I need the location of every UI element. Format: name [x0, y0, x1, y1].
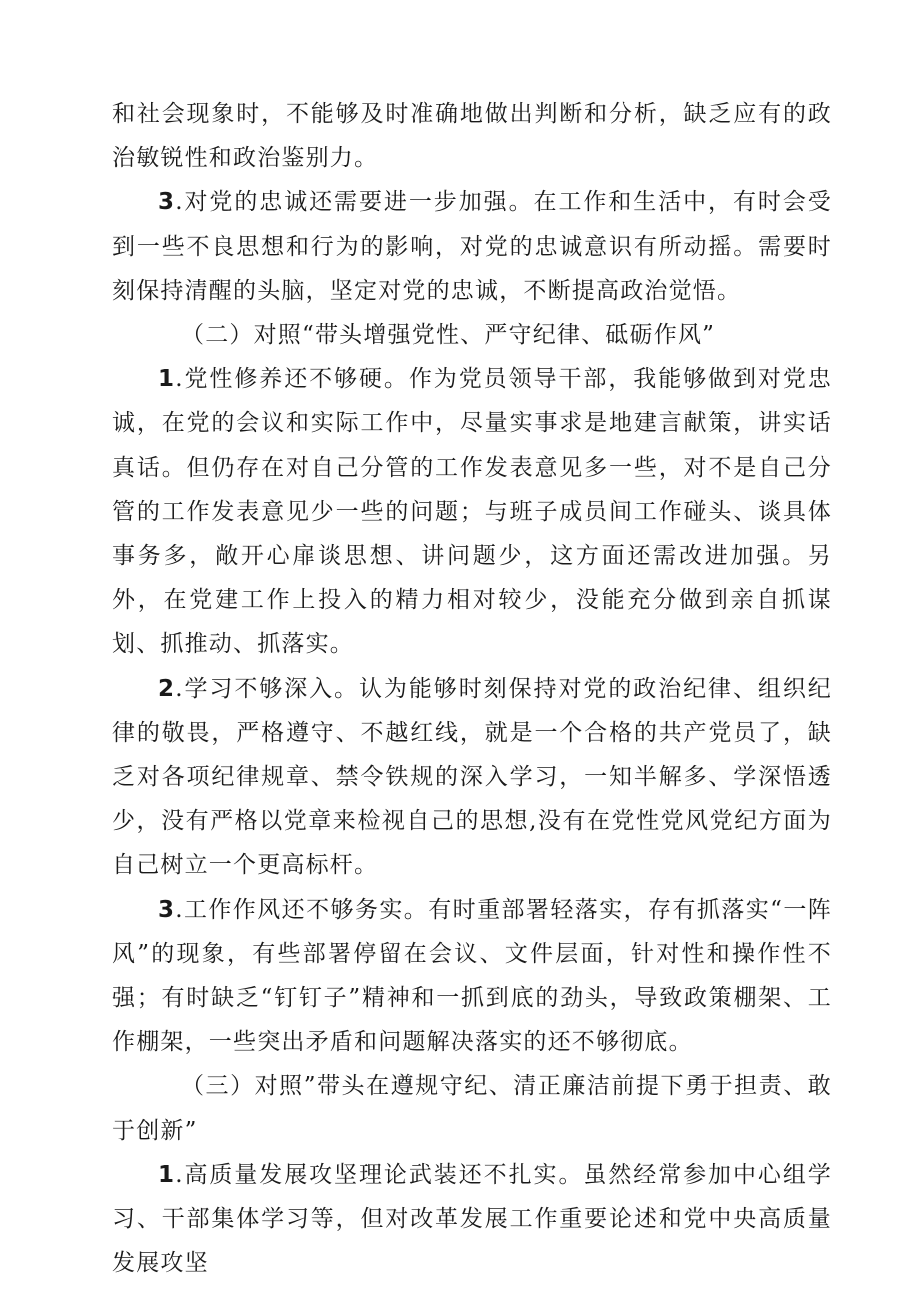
item-number: 2 [158, 675, 176, 702]
paragraph-item [112, 888, 832, 1065]
paragraph-text: .党性修养还不够硬。作为党员领导干部，我能够做到对党忠诚，在党的会议和实际工作中，尽量实事求是地建言献策，讲实话真话。但仍存在对自己分管的工作发表意见多一些，对不是自己分管的工作发表意见少一些的问题；与班子成员间工作碰头、谈具体事务多，敞开心扉谈思想、讲问题少，这方面还需改进加强。另外，在党建工作上投入的精力相对较少，没能充分做到亲自抓谋划、抓推动、抓落实。 [112, 366, 832, 658]
paragraph-item [112, 357, 832, 666]
paragraph-text: .对党的忠诚还需要进一步加强。在工作和生活中，有时会受到一些不良思想和行为的影响，对党的忠诚意识有所动摇。需要时刻保持清醒的头脑，坚定对党的忠诚，不断提高政治觉悟。 [112, 189, 832, 304]
item-number: 1 [158, 1161, 176, 1188]
paragraph-text: .学习不够深入。认为能够时刻保持对党的政治纪律、组织纪律的敬畏，严格遵守、不越红线，就是一个合格的共产党员了，缺乏对各项纪律规章、禁令铁规的深入学习，一知半解多、学深悟透少，没有严格以党章来检视自己的思想,没有在党性党风党纪方面为自己树立一个更高标杆。 [112, 675, 832, 879]
document-body [112, 92, 832, 1285]
item-number: 3 [158, 896, 176, 923]
heading-text: （二）对照“带头增强党性、严守纪律、砥砺作风” [181, 322, 716, 349]
heading-text: （三）对照”带头在遵规守纪、清正廉洁前提下勇于担责、敢于创新” [112, 1073, 832, 1144]
paragraph-text: .高质量发展攻坚理论武装还不扎实。虽然经常参加中心组学习、干部集体学习等，但对改革发展工作重要论述和党中央高质量发展攻坚 [112, 1161, 832, 1277]
section-heading [112, 1064, 832, 1152]
item-number: 1 [158, 366, 176, 393]
paragraph-text: 和社会现象时，不能够及时准确地做出判断和分析，缺乏应有的政治敏锐性和政治鉴别力。 [112, 101, 832, 172]
paragraph-continuation [112, 92, 832, 180]
paragraph-item [112, 667, 832, 888]
paragraph-item [112, 1153, 832, 1286]
item-number: 3 [158, 189, 176, 216]
section-heading [112, 313, 832, 357]
paragraph-text: .工作作风还不够务实。有时重部署轻落实，存有抓落实“一阵风”的现象，有些部署停留在会议、文件层面，针对性和操作性不强；有时缺乏“钉钉子”精神和一抓到底的劲头，导致政策棚架、工作棚架，一些突出矛盾和问题解决落实的还不够彻底。 [112, 896, 832, 1056]
paragraph-item [112, 180, 832, 313]
